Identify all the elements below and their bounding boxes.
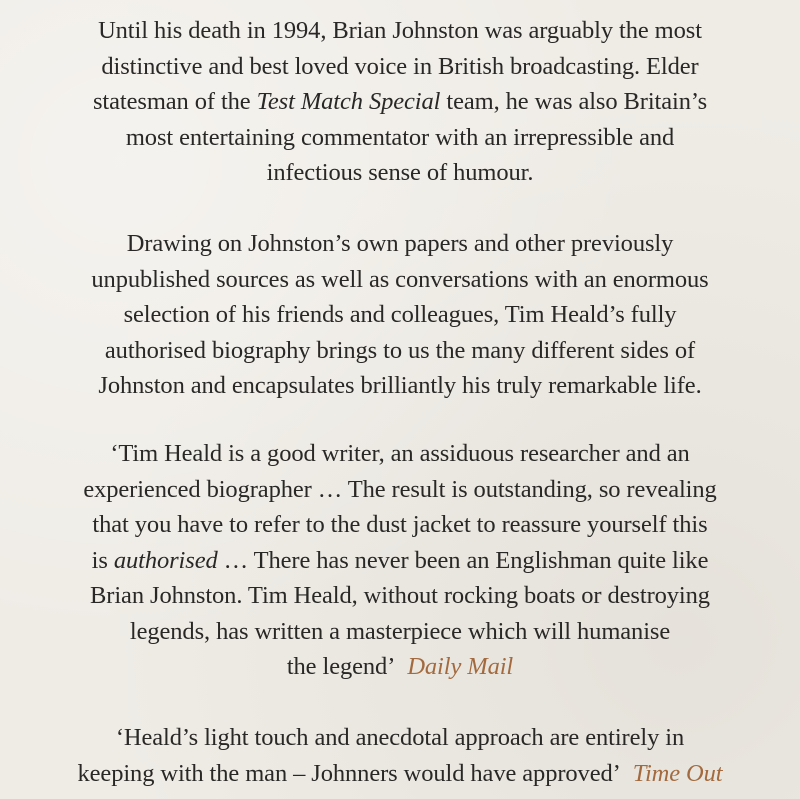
text-line: ‘Heald’s light touch and anecdotal approach are entirely in: [115, 724, 685, 751]
intro-paragraph: [0, 13, 800, 191]
description-paragraph: [0, 226, 800, 404]
text-line: ‘Tim Heald is a good writer, an assiduous researcher and an: [110, 440, 690, 467]
review-source: Time Out: [632, 759, 723, 787]
text-fragment: statesman of the: [92, 88, 257, 115]
text-line: distinctive and best loved voice in British broadcasting. Elder: [101, 52, 699, 80]
programme-title: Test Match Special: [256, 88, 441, 115]
text-line: legends, has written a masterpiece which will humanise: [129, 617, 671, 645]
review-source: Daily Mail: [407, 653, 514, 680]
text-fragment: … There has never been an Englishman quite like: [217, 546, 709, 574]
text-line: infectious sense of humour.: [266, 159, 534, 186]
text-fragment: keeping with the man – Johnners would have approved’: [77, 759, 621, 787]
review-quote-time-out: [0, 720, 800, 791]
text-line: most entertaining commentator with an irrepressible and: [125, 123, 675, 151]
text-line: unpublished sources as well as conversations with an enormous: [91, 265, 709, 293]
text-line: that you have to refer to the dust jacket to reassure yourself this: [92, 511, 708, 538]
text-line: Drawing on Johnston’s own papers and other previously: [126, 230, 674, 257]
text-line: Brian Johnston. Tim Heald, without rocking boats or destroying: [90, 582, 710, 609]
text-line: selection of his friends and colleagues, Tim Heald’s fully: [123, 301, 677, 328]
text-fragment: the legend’: [286, 653, 396, 680]
emphasis-word: authorised: [113, 546, 218, 574]
text-line: [0, 649, 800, 685]
text-line: Johnston and encapsulates brilliantly his truly remarkable life.: [98, 372, 702, 399]
text-line: [0, 543, 800, 579]
text-line: [0, 756, 800, 792]
text-line: Until his death in 1994, Brian Johnston was arguably the most: [98, 17, 702, 44]
text-line: [0, 84, 800, 120]
text-fragment: team, he was also Britain’s: [440, 88, 708, 115]
text-line: authorised biography brings to us the many different sides of: [104, 336, 696, 364]
text-fragment: is: [91, 546, 114, 574]
review-quote-daily-mail: [0, 436, 800, 685]
text-line: experienced biographer … The result is outstanding, so revealing: [83, 475, 717, 503]
